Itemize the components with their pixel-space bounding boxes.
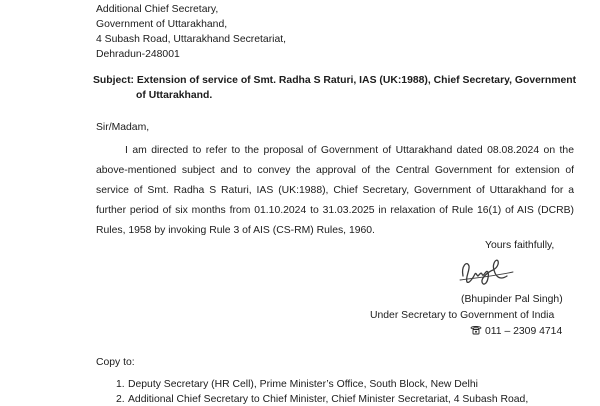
closing: Yours faithfully,: [485, 240, 555, 251]
subject-line-1: Subject: Extension of service of Smt. Radha S Raturi, IAS (UK:1988), Chief Secretary, Government: [93, 75, 577, 86]
copy-to-item: [116, 378, 586, 391]
salutation: Sir/Madam,: [96, 122, 150, 133]
telephone-icon: [470, 325, 482, 335]
address-line-2: Government of Uttarakhand,: [96, 19, 228, 30]
body-line-3: service of Smt. Radha S Raturi, IAS (UK:1988), Chief Secretary, Government of Uttarakhand for a: [96, 185, 574, 196]
signatory-phone-row: [470, 325, 562, 338]
signatory-designation: Under Secretary to Government of India: [370, 310, 555, 321]
copy-to-item-text: Additional Chief Secretary to Chief Minister, Chief Minister Secretariat, 4 Subash Road,: [128, 394, 529, 405]
address-line-1: Additional Chief Secretary,: [96, 4, 219, 15]
signatory-name: (Bhupinder Pal Singh): [461, 294, 563, 305]
signature-image: [455, 256, 525, 288]
address-line-3: 4 Subash Road, Uttarakhand Secretariat,: [96, 34, 287, 45]
body-line-5: Rules, 1958 by invoking Rule 3 of AIS (CS-RM) Rules, 1960.: [96, 225, 375, 236]
copy-to-item-number: 2.: [116, 394, 125, 405]
copy-to-heading: Copy to:: [96, 357, 135, 368]
copy-to-item-text: Deputy Secretary (HR Cell), Prime Minister’s Office, South Block, New Delhi: [128, 379, 478, 390]
copy-to-item-number: 1.: [116, 379, 125, 390]
body-line-2: above-mentioned subject and to convey the approval of the Central Government for extension of: [96, 165, 574, 176]
subject-line-2: of Uttarakhand.: [136, 90, 213, 101]
address-line-4: Dehradun-248001: [96, 49, 180, 60]
body-line-4: further period of six months from 01.10.2024 to 31.03.2025 in relaxation of Rule 16(1) of AIS (DCRB): [96, 205, 574, 216]
body-line-1: I am directed to refer to the proposal of Government of Uttarakhand dated 08.08.2024 on the: [125, 145, 574, 156]
signatory-phone: 011 – 2309 4714: [485, 326, 563, 337]
